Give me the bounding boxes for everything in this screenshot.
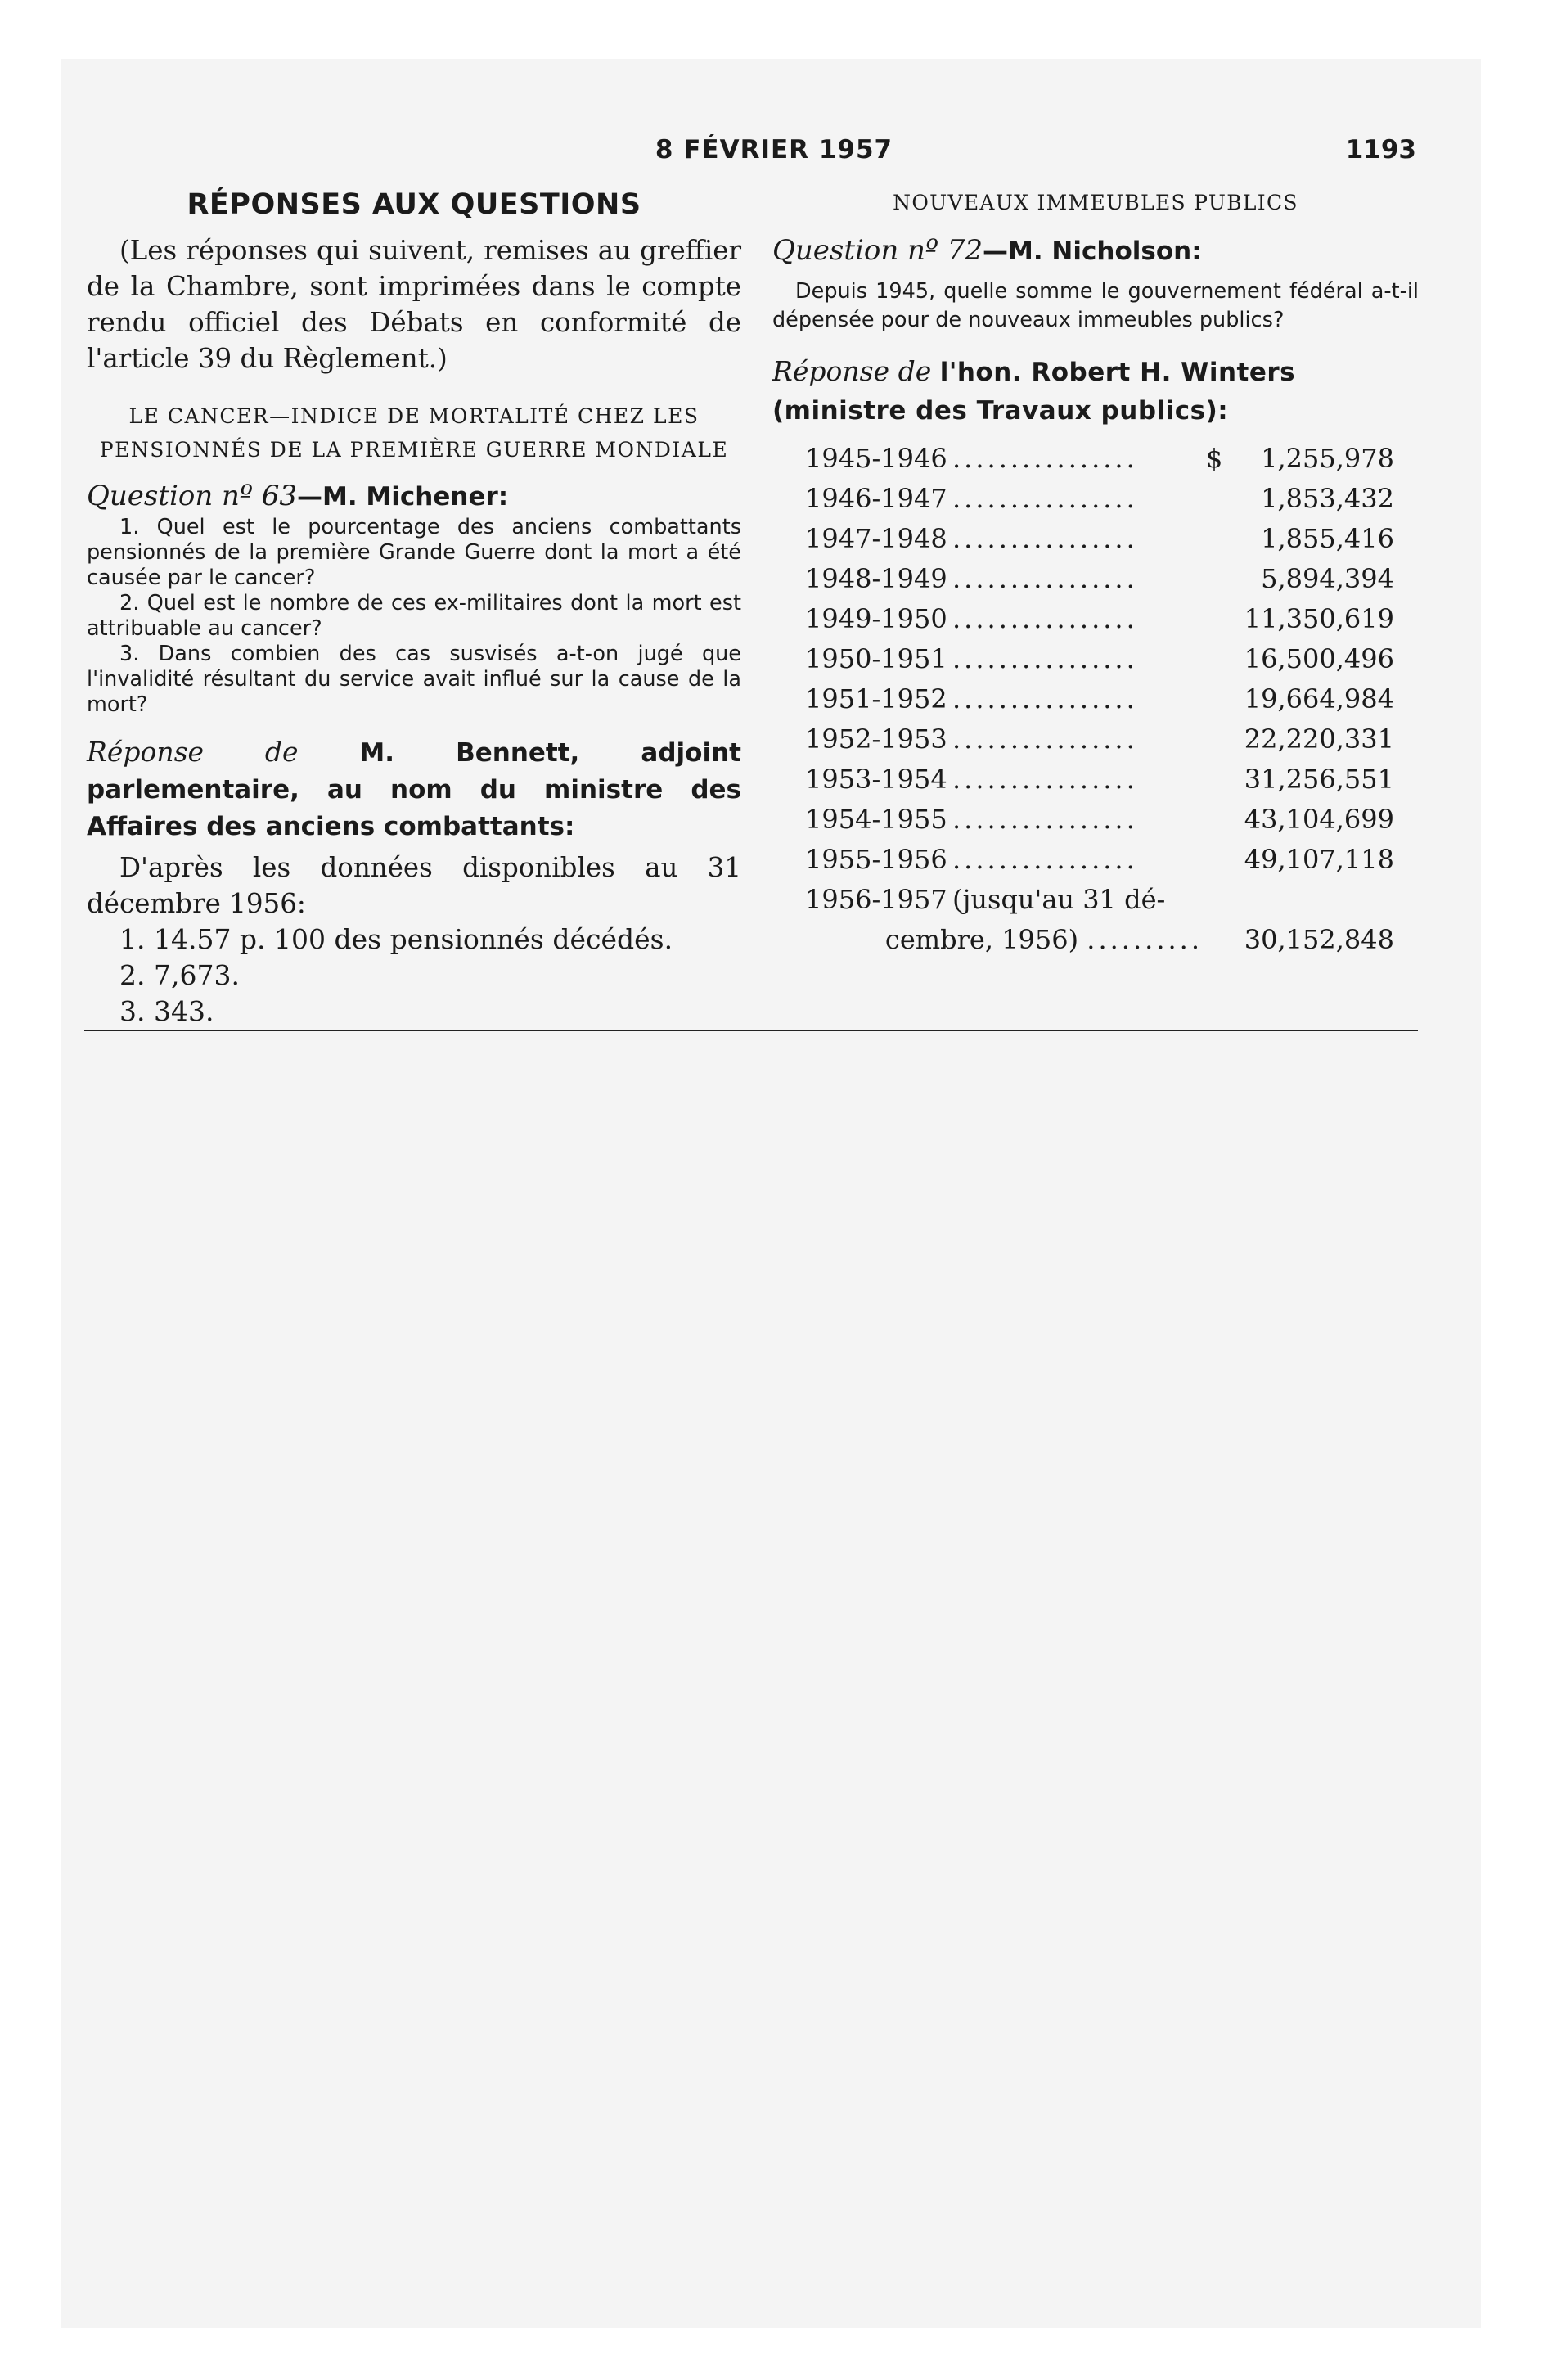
currency-cell xyxy=(1206,558,1231,598)
year-cell: 1949-1950 xyxy=(805,602,947,634)
dot-leader: ................ xyxy=(952,482,1138,514)
amount-cell: 5,894,394 xyxy=(1261,562,1394,594)
table-row xyxy=(805,638,1394,678)
year-cell: 1946-1947 xyxy=(805,482,947,514)
reply-63-author: M. Bennett, adjoint parlementaire, au nom du ministre des Affaires des anciens combattants: xyxy=(87,738,741,841)
table-row-last xyxy=(805,879,1394,919)
question-72-heading: NOUVEAUX IMMEUBLES PUBLICS xyxy=(893,191,1298,214)
dot-leader: ................ xyxy=(952,602,1138,634)
question-72-label: Question nº 72 xyxy=(772,234,983,267)
year-cell: 1955-1956 xyxy=(805,843,947,875)
note-cell: (jusqu'au 31 dé- xyxy=(952,883,1166,915)
currency-cell xyxy=(1206,478,1231,518)
year-cell: 1951-1952 xyxy=(805,683,947,714)
currency-cell xyxy=(1206,759,1231,799)
note-line-2: cembre, 1956) xyxy=(884,923,1079,955)
dot-leader: ................ xyxy=(952,442,1138,474)
dot-leader: ................ xyxy=(952,763,1138,795)
note-cell-cont xyxy=(805,919,1206,959)
dot-leader: ................ xyxy=(952,683,1138,714)
currency-cell xyxy=(1206,638,1231,678)
reply-72-author: l'hon. Robert H. Winters (ministre des Travaux publics): xyxy=(772,358,1296,426)
table-row xyxy=(805,719,1394,759)
currency-cell: $ xyxy=(1206,442,1223,474)
question-72-text: Depuis 1945, quelle somme le gouvernement fédéral a-t-il dépensée pour de nouveaux immeubles publics? xyxy=(772,279,1419,332)
reply-63-line xyxy=(87,734,741,845)
reply-63-intro: D'après les données disponibles au 31 décembre 1956: xyxy=(87,852,741,919)
question-63-item-2: 2. Quel est le nombre de ces ex-militaires dont la mort est attribuable au cancer? xyxy=(87,591,741,641)
dot-leader: ................ xyxy=(952,723,1138,755)
answer-1: 1. 14.57 p. 100 des pensionnés décédés. xyxy=(119,923,673,955)
section-title: RÉPONSES AUX QUESTIONS xyxy=(187,188,641,221)
year-cell: 1947-1948 xyxy=(805,522,947,554)
amount-cell: 19,664,984 xyxy=(1244,683,1394,714)
amount-cell: 49,107,118 xyxy=(1244,843,1394,875)
amount-cell: 30,152,848 xyxy=(1244,923,1394,955)
currency-cell xyxy=(1206,719,1231,759)
question-63-heading: LE CANCER—INDICE DE MORTALITÉ CHEZ LES PENSIONNÉS DE LA PREMIÈRE GUERRE MONDIALE xyxy=(99,404,729,462)
amount-cell: 43,104,699 xyxy=(1244,803,1394,835)
dot-leader: .......... xyxy=(1087,923,1203,955)
table-row-last-cont xyxy=(805,919,1394,959)
amount-cell: 1,255,978 xyxy=(1261,442,1394,474)
amount-cell: 22,220,331 xyxy=(1244,723,1394,755)
amount-cell: 11,350,619 xyxy=(1244,602,1394,634)
dot-leader: ................ xyxy=(952,562,1138,594)
spending-table xyxy=(805,438,1394,959)
amount-cell: 1,855,416 xyxy=(1261,522,1394,554)
table-row xyxy=(805,799,1394,839)
question-63-item-3: 3. Dans combien des cas susvisés a-t-on jugé que l'invalidité résultant du service avait influé sur la cause de la mort? xyxy=(87,642,741,717)
left-column xyxy=(87,188,741,1030)
dot-leader: ................ xyxy=(952,803,1138,835)
page-number: 1193 xyxy=(1345,135,1416,165)
dot-leader: ................ xyxy=(952,522,1138,554)
table-row xyxy=(805,598,1394,638)
answer-3: 3. 343. xyxy=(119,995,214,1027)
table-row xyxy=(805,518,1394,558)
intro-paragraph: (Les réponses qui suivent, remises au greffier de la Chambre, sont imprimées dans le compte rendu officiel des Débats en conformité de l'article 39 du Règlement.) xyxy=(87,235,741,374)
currency-cell xyxy=(1206,518,1231,558)
amount-cell: 1,853,432 xyxy=(1261,482,1394,514)
reply-63-label: Réponse de xyxy=(87,736,299,768)
dot-leader: ................ xyxy=(952,642,1138,674)
page-date: 8 FÉVRIER 1957 xyxy=(655,135,893,165)
year-cell: 1945-1946 xyxy=(805,442,947,474)
table-row xyxy=(805,558,1394,598)
table-row xyxy=(805,839,1394,879)
year-cell: 1956-1957 xyxy=(805,883,947,915)
divider-rule xyxy=(84,1030,1418,1031)
question-72-author: —M. Nicholson: xyxy=(983,237,1202,266)
year-cell: 1953-1954 xyxy=(805,763,947,795)
currency-cell xyxy=(1206,839,1231,879)
answer-2: 2. 7,673. xyxy=(119,959,240,991)
question-72-line xyxy=(772,232,1419,269)
year-cell: 1948-1949 xyxy=(805,562,947,594)
currency-cell xyxy=(1206,678,1231,719)
dot-leader: ................ xyxy=(952,843,1138,875)
right-column xyxy=(772,188,1419,959)
page-header xyxy=(0,135,1548,171)
question-63-line xyxy=(87,478,741,515)
reply-72-label: Réponse de xyxy=(772,355,932,387)
table-row xyxy=(805,678,1394,719)
question-63-item-1: 1. Quel est le pourcentage des anciens combattants pensionnés de la première Grande Guerre dont la mort a été causée par le cancer? xyxy=(87,515,741,590)
amount-cell: 31,256,551 xyxy=(1244,763,1394,795)
amount-cell: 16,500,496 xyxy=(1244,642,1394,674)
table-row xyxy=(805,759,1394,799)
year-cell: 1950-1951 xyxy=(805,642,947,674)
question-63-label: Question nº 63 xyxy=(87,480,298,512)
table-row xyxy=(805,438,1394,478)
currency-cell xyxy=(1206,598,1231,638)
reply-72-line xyxy=(772,353,1419,430)
question-63-author: —M. Michener: xyxy=(297,482,509,512)
year-cell: 1954-1955 xyxy=(805,803,947,835)
currency-cell xyxy=(1206,799,1231,839)
table-row xyxy=(805,478,1394,518)
year-cell: 1952-1953 xyxy=(805,723,947,755)
